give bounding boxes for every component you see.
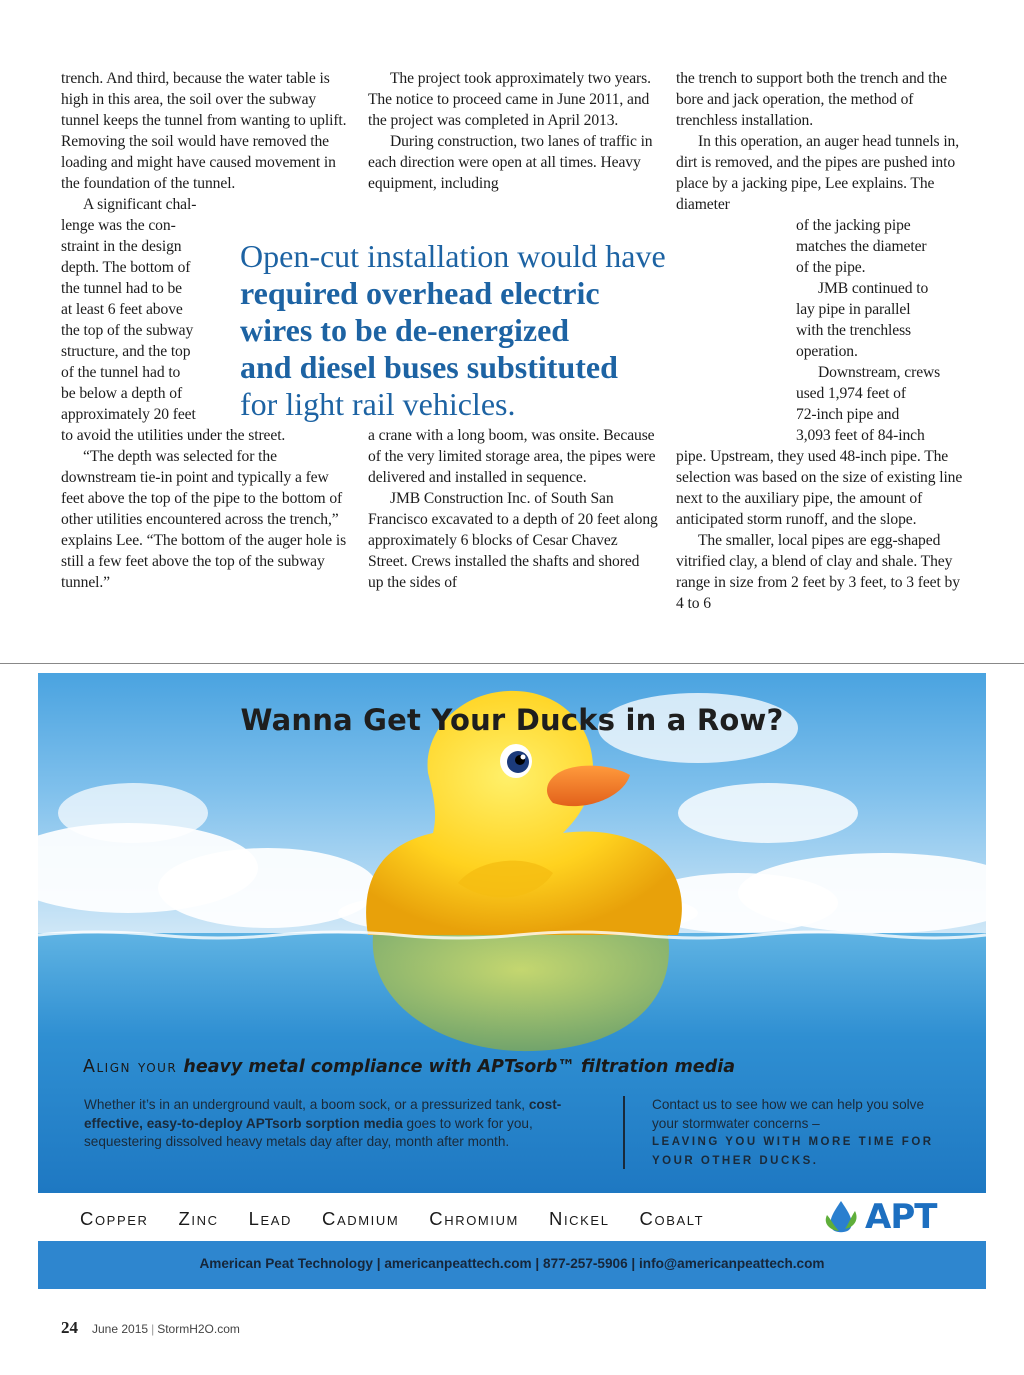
paragraph-line: Downstream, crews	[818, 364, 941, 381]
narrow-paragraph	[61, 194, 226, 425]
paragraph-line: depth. The bottom of	[61, 259, 191, 276]
ad-body-text: goes to work for you, sequestering dissolved heavy metals day after day, month after month.	[84, 1115, 533, 1149]
ad-body-text: Whether it’s in an underground vault, a boom sock, or a pressurized tank,	[84, 1097, 526, 1112]
pull-quote-line: and diesel buses substituted	[240, 349, 618, 385]
paragraph-line: 72-inch pipe and	[796, 406, 900, 423]
apt-logo	[821, 1197, 936, 1237]
paragraph-line: matches the diameter	[796, 238, 927, 255]
paragraph: the trench to support both the trench and the bore and jack operation, the method of trenchless installation.	[676, 70, 947, 129]
paragraph-line: with the trenchless	[796, 322, 912, 339]
paragraph: In this operation, an auger head tunnels in, dirt is removed, and the pipes are pushed into place by a jacking pipe, Lee explains. The diameter	[676, 133, 960, 213]
paragraph: During construction, two lanes of traffic in each direction were open at all times. Heavy equipment, including	[368, 133, 653, 192]
metal-item: Cobalt	[639, 1208, 705, 1229]
ad-subhead-caps: Align your	[83, 1057, 178, 1077]
ad-contact-line: American Peat Technology | americanpeattech.com | 877-257-5906 | info@americanpeattech.com	[199, 1256, 825, 1271]
paragraph-line: be below a depth of	[61, 385, 183, 402]
paragraph-line: of the tunnel had to	[61, 364, 181, 381]
ad-body-left	[84, 1096, 604, 1152]
paragraph: “The depth was selected for the downstream tie-in point and typically a few feet above the top of the pipe to the bottom of other utilities encountered across the trench,” explains Lee. “The bottom of the auger hole is still a few feet above the top of the subway tunnel.”	[61, 448, 347, 591]
paragraph-line: A significant chal-	[83, 196, 197, 213]
ad-body-bold: cost-effective, easy-to-deploy APTsorb sorption media	[84, 1097, 562, 1131]
pull-quote-line: required overhead electric	[240, 275, 600, 311]
ad-subhead-text: heavy metal compliance with APTsorb™ filtration media	[183, 1057, 736, 1077]
paragraph-line: of the pipe.	[796, 259, 866, 276]
ad-body-right	[652, 1096, 952, 1170]
paragraph: The smaller, local pipes are egg-shaped vitrified clay, a blend of clay and shale. They range in size from 2 feet by 3 feet, to 3 feet by 4 to 6	[676, 532, 960, 612]
metal-item: Nickel	[549, 1208, 610, 1229]
folio-info	[92, 1322, 240, 1336]
ad-tagline: LEAVING YOU WITH MORE TIME FOR YOUR OTHER DUCKS.	[652, 1136, 934, 1167]
paragraph-line: straint in the design	[61, 238, 182, 255]
pull-quote-line: Open-cut installation would have	[240, 238, 666, 274]
issue-date: June 2015	[92, 1322, 149, 1336]
metal-list	[80, 1208, 734, 1230]
paragraph-line: 3,093 feet of 84-inch	[796, 427, 925, 444]
paragraph-line: operation.	[796, 343, 858, 360]
metal-item: Copper	[80, 1208, 149, 1229]
paragraph-line: the tunnel had to be	[61, 280, 182, 297]
paragraph-line: JMB continued to	[818, 280, 929, 297]
paragraph-line: lay pipe in parallel	[796, 301, 911, 318]
paragraph: The project took approximately two years. The notice to proceed came in June 2011, and the project was completed in April 2013.	[368, 70, 651, 129]
ad-contact-text: Contact us to see how we can help you solve your stormwater concerns –	[652, 1097, 925, 1131]
folio-separator: |	[151, 1322, 155, 1336]
pull-quote-line: for light rail vehicles.	[240, 386, 516, 422]
paragraph: a crane with a long boom, was onsite. Because of the very limited storage area, the pipes were delivered and installed in sequence.	[368, 427, 656, 486]
page-number: 24	[61, 1318, 78, 1337]
pull-quote-line: wires to be de-energized	[240, 312, 570, 348]
metal-item: Chromium	[429, 1208, 519, 1229]
paragraph-line: at least 6 feet above	[61, 301, 183, 318]
ad-headline: Wanna Get Your Ducks in a Row?	[240, 703, 784, 737]
metal-item: Lead	[248, 1208, 292, 1229]
paragraph: pipe. Upstream, they used 48-inch pipe. The selection was based on the size of existing line next to the auxiliary pipe, the amount of anticipated storm runoff, and the slope.	[676, 448, 963, 528]
apt-logo-text: APT	[865, 1197, 937, 1237]
paragraph: trench. And third, because the water table is high in this area, the soil over the subway tunnel keeps the tunnel from wanting to uplift. Removing the soil would have removed the loading and might have caused movement in the foundation of the tunnel.	[61, 70, 347, 192]
site-name: StormH2O.com	[157, 1322, 240, 1336]
ad-subhead	[83, 1057, 943, 1077]
paragraph-line: lenge was the con-	[61, 217, 176, 234]
pull-quote	[240, 238, 780, 423]
leaf-drop-icon	[821, 1197, 861, 1237]
paragraph: JMB Construction Inc. of South San Francisco excavated to a depth of 20 feet along approximately 6 blocks of Cesar Chavez Street. Crews installed the shafts and shored up the sides of	[368, 490, 658, 591]
paragraph: to avoid the utilities under the street.	[61, 427, 286, 444]
paragraph-line: of the jacking pipe	[796, 217, 911, 234]
advertisement	[38, 673, 986, 1289]
metal-item: Zinc	[178, 1208, 219, 1229]
paragraph-line: structure, and the top	[61, 343, 191, 360]
section-divider	[0, 663, 1024, 664]
paragraph-line: used 1,974 feet of	[796, 385, 906, 402]
paragraph-line: the top of the subway	[61, 322, 194, 339]
metal-item: Cadmium	[322, 1208, 400, 1229]
ad-divider	[623, 1096, 625, 1169]
paragraph-line: approximately 20 feet	[61, 406, 196, 423]
